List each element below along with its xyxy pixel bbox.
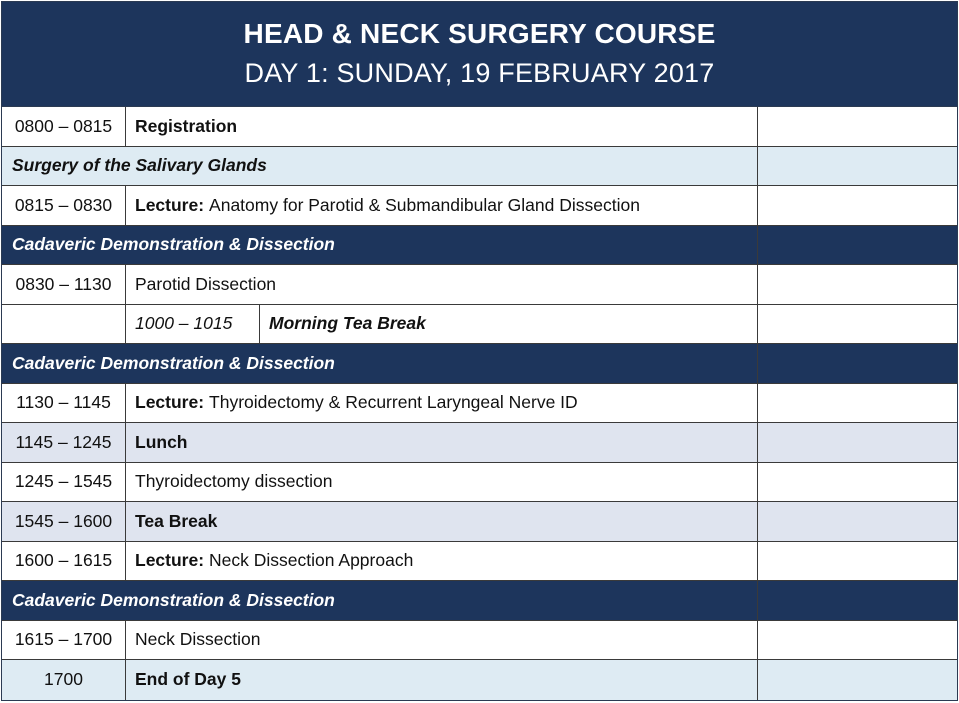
section-row-cadaveric-3 bbox=[2, 581, 957, 621]
empty-cell bbox=[758, 186, 957, 225]
session-cell bbox=[126, 384, 758, 423]
schedule-row-lecture-thyroid bbox=[2, 384, 957, 424]
schedule-row-lecture-anatomy bbox=[2, 186, 957, 226]
time-cell: 0800 – 0815 bbox=[2, 107, 126, 146]
empty-time-cell bbox=[2, 305, 126, 344]
time-cell: 1600 – 1615 bbox=[2, 542, 126, 581]
empty-cell bbox=[758, 542, 957, 581]
empty-cell bbox=[758, 265, 957, 304]
section-title: Cadaveric Demonstration & Dissection bbox=[2, 226, 758, 265]
empty-cell bbox=[758, 502, 957, 541]
lecture-label: Lecture: bbox=[135, 550, 205, 571]
lecture-label: Lecture: bbox=[135, 392, 205, 413]
sub-session-cell: Morning Tea Break bbox=[260, 305, 758, 344]
empty-cell bbox=[758, 581, 957, 620]
session-text: Neck Dissection Approach bbox=[209, 550, 414, 571]
lecture-label: Lecture: bbox=[135, 194, 205, 215]
time-cell: 1145 – 1245 bbox=[2, 423, 126, 462]
empty-cell bbox=[758, 660, 957, 700]
time-cell: 1130 – 1145 bbox=[2, 384, 126, 423]
empty-cell bbox=[758, 305, 957, 344]
section-title: Cadaveric Demonstration & Dissection bbox=[2, 581, 758, 620]
schedule-row-neck-dissection bbox=[2, 621, 957, 661]
time-cell: 0830 – 1130 bbox=[2, 265, 126, 304]
schedule-row-lunch bbox=[2, 423, 957, 463]
section-row-cadaveric-1 bbox=[2, 226, 957, 266]
time-cell: 1615 – 1700 bbox=[2, 621, 126, 660]
section-row-salivary bbox=[2, 147, 957, 187]
schedule-row-parotid bbox=[2, 265, 957, 305]
schedule-table bbox=[1, 1, 958, 701]
time-cell: 1700 bbox=[2, 660, 126, 700]
session-cell: Parotid Dissection bbox=[126, 265, 758, 304]
schedule-row-registration bbox=[2, 107, 957, 147]
session-text: Anatomy for Parotid & Submandibular Gland Dissection bbox=[209, 194, 640, 215]
section-title: Cadaveric Demonstration & Dissection bbox=[2, 344, 758, 383]
schedule-row-thyroid-dissection bbox=[2, 463, 957, 503]
empty-cell bbox=[758, 463, 957, 502]
course-title: HEAD & NECK SURGERY COURSE bbox=[243, 18, 716, 49]
schedule-row-morning-tea bbox=[2, 305, 957, 345]
session-cell: Lunch bbox=[126, 423, 758, 462]
session-cell: Thyroidectomy dissection bbox=[126, 463, 758, 502]
session-cell: Tea Break bbox=[126, 502, 758, 541]
schedule-row-end-of-day bbox=[2, 660, 957, 700]
time-cell: 1545 – 1600 bbox=[2, 502, 126, 541]
empty-cell bbox=[758, 344, 957, 383]
empty-cell bbox=[758, 423, 957, 462]
empty-cell bbox=[758, 107, 957, 146]
empty-cell bbox=[758, 384, 957, 423]
empty-cell bbox=[758, 147, 957, 186]
sub-time-cell: 1000 – 1015 bbox=[126, 305, 260, 344]
day-subtitle: DAY 1: SUNDAY, 19 FEBRUARY 2017 bbox=[244, 58, 715, 88]
section-title: Surgery of the Salivary Glands bbox=[2, 147, 758, 186]
empty-cell bbox=[758, 621, 957, 660]
schedule-row-tea-break bbox=[2, 502, 957, 542]
session-cell bbox=[126, 542, 758, 581]
section-row-cadaveric-2 bbox=[2, 344, 957, 384]
table-header bbox=[2, 2, 957, 107]
empty-cell bbox=[758, 226, 957, 265]
time-cell: 0815 – 0830 bbox=[2, 186, 126, 225]
schedule-row-lecture-neck bbox=[2, 542, 957, 582]
session-cell: End of Day 5 bbox=[126, 660, 758, 700]
session-text: Thyroidectomy & Recurrent Laryngeal Nerve ID bbox=[209, 392, 578, 413]
session-cell: Neck Dissection bbox=[126, 621, 758, 660]
session-cell: Registration bbox=[126, 107, 758, 146]
session-cell bbox=[126, 186, 758, 225]
time-cell: 1245 – 1545 bbox=[2, 463, 126, 502]
